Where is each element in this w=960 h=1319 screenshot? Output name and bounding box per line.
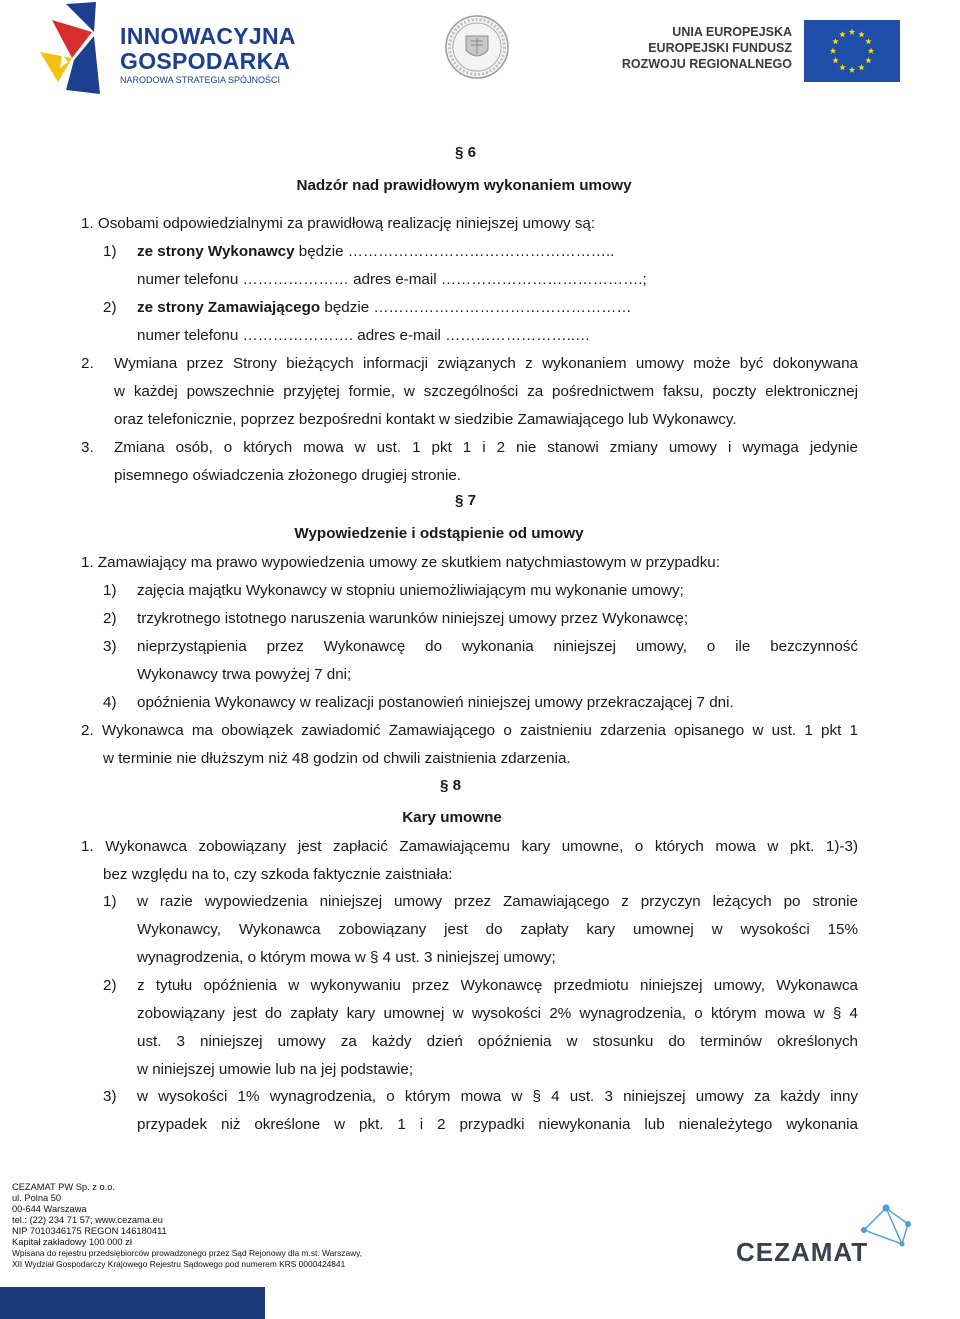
ig-title-2: GOSPODARKA <box>120 48 291 74</box>
sec6-p3-num: 3. <box>81 439 94 456</box>
sec6-l2b: numer telefonu …………………. adres e-mail ……………………..… <box>137 327 591 344</box>
sec7-i2-num: 2) <box>103 610 117 627</box>
sec8-i1-l1: w razie wypowiedzenia niniejszej umowy przez Zamawiającego z przyczyn leżących po stronie <box>137 893 858 910</box>
ig-emblem-icon <box>36 2 106 96</box>
sec6-p2-l2: w każdej powszechnie przyjętej formie, w szczególności za pośrednictwem faksu, poczty elektronicznej <box>114 383 858 400</box>
sec6-l1 <box>137 243 614 261</box>
sec6-l2 <box>137 299 632 317</box>
sec8-i3-l2: przypadek niż określone w pkt. 1 i 2 przypadki niewykonania lub nienależytego wykonania <box>137 1116 858 1133</box>
eu-logo <box>621 20 900 82</box>
footer-registry-2: XII Wydział Gospodarczy Krajowego Rejestru Sądowego pod numerem KRS 0000424841 <box>12 1259 346 1269</box>
footer-bar <box>0 1287 265 1319</box>
sec8-i2-l4: w niniejszej umowie lub na jej podstawie; <box>137 1061 414 1078</box>
eu-flag-icon <box>804 20 900 82</box>
university-seal-logo <box>444 14 510 80</box>
sec8-i2-l1: z tytułu opóźnienia w wykonywaniu przez Wykonawcę przedmiotu niniejszej umowy, Wykonawca <box>137 977 858 994</box>
cezamat-wordmark: CEZAMAT <box>736 1237 869 1267</box>
footer-phone-web: tel.: (22) 234 71 57; www.cezama.eu <box>12 1215 163 1225</box>
sec7-title: Wypowiedzenie i odstąpienie od umowy <box>294 525 584 542</box>
sec8-i2-l3: ust. 3 niniejszej umowy za każdy dzień opóźnienia w stosunku do terminów określonych <box>137 1033 858 1050</box>
sec6-l2-rest: będzie …………………………………………… <box>320 299 632 316</box>
sec6-p2-l3: oraz telefonicznie, poprzez bezpośredni kontakt w siedzibie Zamawiającego lub Wykonawcy. <box>114 411 737 428</box>
footer-nip-regon: NIP 7010346175 REGON 146180411 <box>12 1226 167 1236</box>
footer-company-name: CEZAMAT PW Sp. z o.o. <box>12 1182 115 1192</box>
sec6-p3-l1: Zmiana osób, o których mowa w ust. 1 pkt 1 i 2 nie stanowi zmiany umowy i wymaga jedynie <box>114 439 858 456</box>
sec8-heading: § 8 <box>440 777 462 794</box>
sec6-l1-bold: ze strony Wykonawcy <box>137 243 295 260</box>
eu-line-2: EUROPEJSKI FUNDUSZ <box>648 41 792 55</box>
sec6-l2-num: 2) <box>103 299 117 316</box>
sec6-p3-l2: pisemnego oświadczenia złożonego drugiej stronie. <box>114 467 461 484</box>
sec7-i1-num: 1) <box>103 582 117 599</box>
footer-city: 00-644 Warszawa <box>12 1204 87 1214</box>
eu-line-1: UNIA EUROPEJSKA <box>672 25 792 39</box>
sec7-i3-num: 3) <box>103 638 117 655</box>
sec8-p1-l1: 1. Wykonawca zobowiązany jest zapłacić Zamawiającemu kary umowne, o których mowa w pkt. 1)-3) <box>81 838 858 855</box>
innowacyjna-gospodarka-logo <box>36 2 336 98</box>
sec7-p2-l2: w terminie nie dłuższym niż 48 godzin od chwili zaistnienia zdarzenia. <box>103 750 571 767</box>
sec8-i2-l2: zobowiązany jest do zapłaty kary umownej w wysokości 2% wynagrodzenia, o którym mowa w § 4 <box>137 1005 858 1022</box>
ig-subtitle: NARODOWA STRATEGIA SPÓJNOŚCI <box>120 75 281 85</box>
sec8-i3-num: 3) <box>103 1088 117 1105</box>
sec6-title: Nadzór nad prawidłowym wykonaniem umowy <box>296 177 632 194</box>
sec7-i3-l1: nieprzystąpienia przez Wykonawcę do wykonania niniejszej umowy, o ile bezczynność <box>137 638 858 655</box>
sec7-i3-l2: Wykonawcy trwa powyżej 7 dni; <box>137 666 352 683</box>
sec8-i3-l1: w wysokości 1% wynagrodzenia, o którym mowa w § 4 ust. 3 niniejszej umowy za każdy inny <box>137 1088 858 1105</box>
sec7-i4: opóźnienia Wykonawcy w realizacji postanowień niniejszej umowy przekraczającej 7 dni. <box>137 694 734 711</box>
sec8-title: Kary umowne <box>402 809 502 826</box>
sec8-i2-num: 2) <box>103 977 117 994</box>
sec6-l1-rest: będzie …………………………………………….. <box>294 243 615 260</box>
sec6-l2-bold: ze strony Zamawiającego <box>137 299 321 316</box>
sec7-heading: § 7 <box>455 492 477 509</box>
sec8-i1-num: 1) <box>103 893 117 910</box>
sec7-i4-num: 4) <box>103 694 117 711</box>
sec6-p2-l1: Wymiana przez Strony bieżących informacji związanych z wykonaniem umowy może być dokonywana <box>114 355 858 372</box>
footer-registry-1: Wpisana do rejestru przedsiębiorców prowadzonego przez Sąd Rejonowy dla m.st. Warszawy, <box>12 1248 363 1258</box>
footer-capital: Kapitał zakładowy 100 000 zł <box>12 1237 132 1247</box>
eu-line-3: ROZWOJU REGIONALNEGO <box>621 57 792 71</box>
ig-title-1: INNOWACYJNA <box>120 23 296 49</box>
sec6-l1b: numer telefonu ………………… adres e-mail ………………………………….; <box>137 271 647 288</box>
sec6-heading: § 6 <box>455 144 477 161</box>
sec7-p1: 1. Zamawiający ma prawo wypowiedzenia umowy ze skutkiem natychmiastowym w przypadku: <box>81 554 720 571</box>
sec7-i1: zajęcia majątku Wykonawcy w stopniu uniemożliwiającym mu wykonanie umowy; <box>137 582 684 599</box>
sec8-p1-l2: bez względu na to, czy szkoda faktycznie zaistniała: <box>103 866 453 883</box>
sec8-i1-l3: wynagrodzenia, o którym mowa w § 4 ust. 3 niniejszej umowy; <box>137 949 556 966</box>
sec7-p2-l1: 2. Wykonawca ma obowiązek zawiadomić Zamawiającego o zaistnieniu zdarzenia opisanego w ust. 1 pkt 1 <box>81 722 858 739</box>
sec7-i2: trzykrotnego istotnego naruszenia warunków niniejszej umowy przez Wykonawcę; <box>137 610 689 627</box>
sec6-l1-num: 1) <box>103 243 117 260</box>
sec8-i1-l2: Wykonawcy, Wykonawca zobowiązany jest do zapłaty kary umownej w wysokości 15% <box>137 921 858 938</box>
sec6-p2-num: 2. <box>81 355 94 372</box>
sec6-p1: 1. Osobami odpowiedzialnymi za prawidłową realizację niniejszej umowy są: <box>81 215 596 232</box>
seal-icon <box>444 14 510 80</box>
footer-street: ul. Polna 50 <box>12 1193 62 1203</box>
cezamat-logo <box>736 1200 926 1270</box>
